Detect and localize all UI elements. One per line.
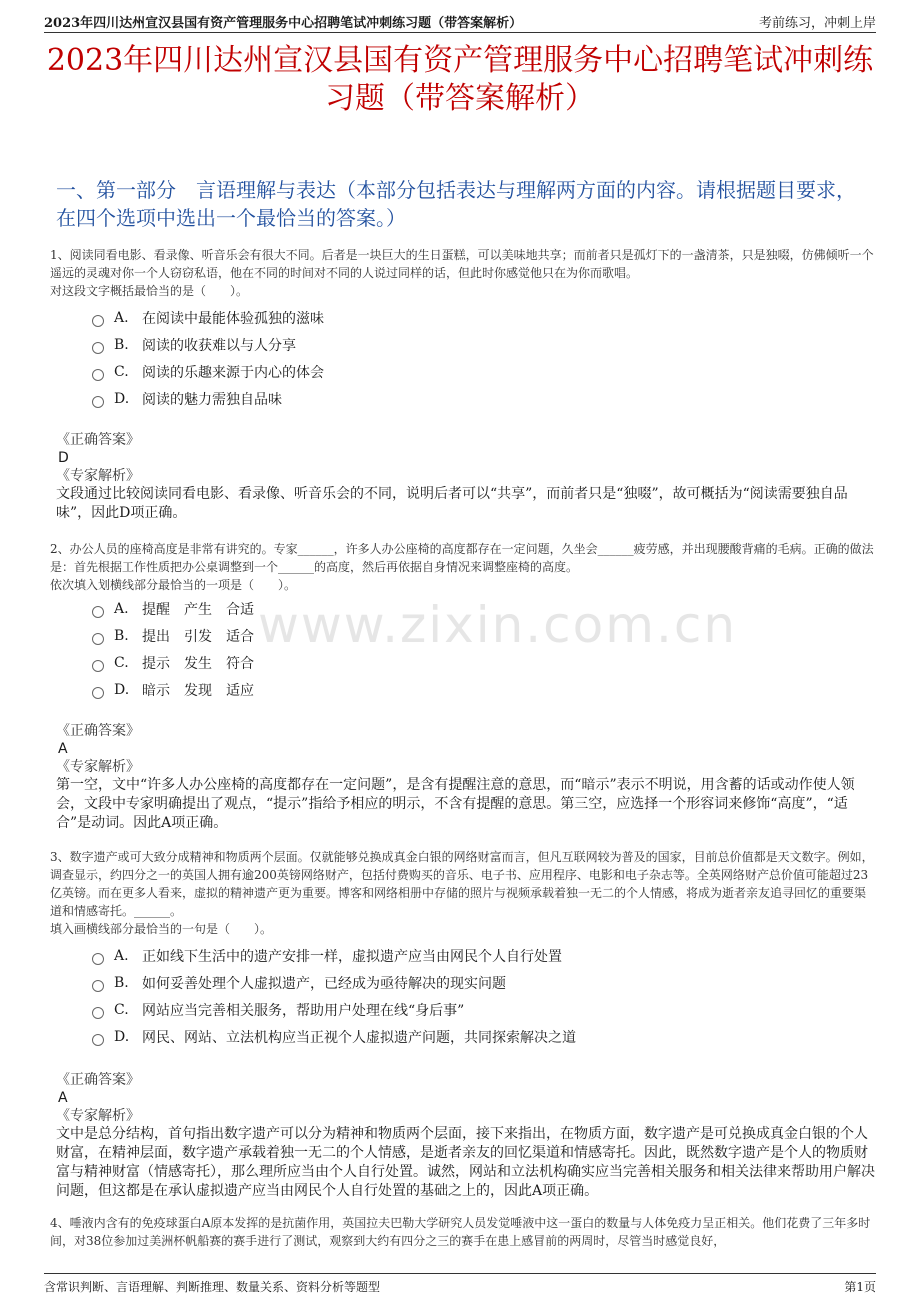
- option-text: 如何妥善处理个人虚拟遗产，已经成为亟待解决的现实问题: [142, 975, 506, 992]
- analysis-text: 第一空，文中“许多人办公座椅的高度都存在一定问题”，是含有提醒注意的意思，而“暗示”表示不明说，用含蓄的话或动作使人领会，文段中专家明确提出了观点，“提示”指给予相应的明示，不含有提醒的意思。第三空，应选择一个形容词来修饰“高度”，“适合”是动词。因此A项正确。: [56, 777, 855, 831]
- answer-label: 《正确答案》: [56, 432, 140, 448]
- option-text: 阅读的收获难以与人分享: [142, 337, 296, 354]
- page-footer: [44, 1273, 876, 1294]
- option-text: 提出 引发 适合: [142, 628, 254, 645]
- option-letter: D.: [114, 681, 130, 698]
- option-a[interactable]: [92, 942, 876, 969]
- option-text: 阅读的魅力需独自品味: [142, 391, 282, 408]
- radio-icon[interactable]: [92, 660, 104, 672]
- analysis-text: 文段通过比较阅读同看电影、看录像、听音乐会的不同，说明后者可以“共享”，而前者只是“独啜”，故可概括为“阅读需要独自品味”，因此D项正确。: [56, 486, 848, 521]
- footer-topics: 含常识判断、言语理解、判断推理、数量关系、资料分析等题型: [44, 1280, 381, 1294]
- answer-label: 《正确答案》: [56, 723, 140, 739]
- radio-icon[interactable]: [92, 315, 104, 327]
- option-text: 网站应当完善相关服务，帮助用户处理在线“身后事”: [142, 1002, 465, 1019]
- question-2-options: [92, 595, 876, 703]
- question-3-answer: [56, 1071, 876, 1201]
- radio-icon[interactable]: [92, 369, 104, 381]
- question-2: [50, 540, 876, 594]
- analysis-label: 《专家解析》: [56, 468, 140, 484]
- option-d[interactable]: [92, 676, 876, 703]
- question-3-options: [92, 942, 876, 1050]
- option-letter: B.: [114, 336, 129, 353]
- option-letter: B.: [114, 974, 129, 991]
- option-letter: A.: [114, 947, 129, 964]
- option-text: 网民、网站、立法机构应当正视个人虚拟遗产问题，共同探索解决之道: [142, 1029, 576, 1046]
- option-letter: C.: [114, 1001, 129, 1018]
- radio-icon[interactable]: [92, 687, 104, 699]
- question-4: [50, 1214, 876, 1252]
- option-text: 提醒 产生 合适: [142, 601, 254, 618]
- question-stem: 2、办公人员的座椅高度是非常有讲究的。专家______，许多人办公座椅的高度都存在一定问题，久坐会______疲劳感，并出现腰酸背痛的毛病。正确的做法是：首先根据工作性质把办公桌调整到一个______的高度，然后再依据自身情况来调整座椅的高度。: [50, 542, 874, 574]
- option-letter: D.: [114, 1028, 130, 1045]
- question-1: [50, 246, 876, 300]
- option-letter: B.: [114, 627, 129, 644]
- radio-icon[interactable]: [92, 396, 104, 408]
- option-b[interactable]: [92, 331, 876, 358]
- question-stem: 1、阅读同看电影、看录像、听音乐会有很大不同。后者是一块巨大的生日蛋糕，可以美味地共享；而前者只是孤灯下的一盏清茶，只是独啜，仿佛倾听一个遥远的灵魂对你一个人窃窃私语，他在不同的时间对不同的人说过同样的话，但此时你感觉他只在为你而歌唱。: [50, 248, 874, 280]
- option-letter: C.: [114, 363, 129, 380]
- option-text: 正如线下生活中的遗产安排一样，虚拟遗产应当由网民个人自行处置: [142, 948, 562, 965]
- analysis-label: 《专家解析》: [56, 1108, 140, 1124]
- answer-value: A: [58, 741, 68, 757]
- answer-value: A: [58, 1090, 68, 1106]
- watermark: www.zixin.com.cn: [258, 596, 738, 654]
- question-3: [50, 848, 876, 938]
- option-a[interactable]: [92, 595, 876, 622]
- option-letter: A.: [114, 309, 129, 326]
- header-slogan: 考前练习，冲刺上岸: [758, 16, 876, 31]
- analysis-text: 文中是总分结构，首句指出数字遗产可以分为精神和物质两个层面，接下来指出，在物质方面，数字遗产是可兑换成真金白银的个人财富，在精神层面，数字遗产承载着独一无二的个人情感，是逝者亲友的回忆渠道和情感寄托。因此，既然数字遗产是个人的物质财富与精神财富（情感寄托），那么理所应当由个人自行处置。诚然，网站和立法机构确实应当完善相关服务和相关法律来帮助用户解决问题，但这都是在承认虚拟遗产应当由网民个人自行处置的基础之上的，因此A项正确。: [56, 1126, 875, 1199]
- page-number: 第1页: [844, 1280, 876, 1294]
- option-a[interactable]: [92, 304, 876, 331]
- document-title: 2023年四川达州宣汉县国有资产管理服务中心招聘笔试冲刺练习题（带答案解析）: [46, 43, 874, 116]
- question-stem: 4、唾液内含有的免疫球蛋白A原本发挥的是抗菌作用，英国拉夫巴勒大学研究人员发觉唾液中这一蛋白的数量与人体免疫力呈正相关。他们花费了三年多时间，对38位参加过美洲杯帆船赛的赛手进行了测试，观察到大约有四分之三的赛手在患上感冒前的两周时，尽管当时感觉良好，: [50, 1216, 871, 1248]
- option-c[interactable]: [92, 358, 876, 385]
- option-text: 提示 发生 符合: [142, 655, 254, 672]
- option-text: 阅读的乐趣来源于内心的体会: [142, 364, 324, 381]
- option-c[interactable]: [92, 996, 876, 1023]
- answer-value: D: [58, 450, 69, 466]
- page-header: [44, 10, 876, 33]
- radio-icon[interactable]: [92, 1034, 104, 1046]
- analysis-label: 《专家解析》: [56, 759, 140, 775]
- option-text: 暗示 发现 适应: [142, 682, 254, 699]
- radio-icon[interactable]: [92, 1007, 104, 1019]
- radio-icon[interactable]: [92, 633, 104, 645]
- radio-icon[interactable]: [92, 342, 104, 354]
- answer-label: 《正确答案》: [56, 1072, 140, 1088]
- option-text: 在阅读中最能体验孤独的滋味: [142, 310, 324, 327]
- question-2-answer: [56, 722, 876, 833]
- option-letter: A.: [114, 600, 129, 617]
- option-letter: C.: [114, 654, 129, 671]
- section-heading: 一、第一部分 言语理解与表达（本部分包括表达与理解两方面的内容。请根据题目要求，在四个选项中选出一个最恰当的答案。）: [56, 178, 856, 230]
- question-prompt: 对这段文字概括最恰当的是（ ）。: [50, 284, 249, 298]
- question-prompt: 依次填入划横线部分最恰当的一项是（ ）。: [50, 578, 297, 592]
- option-b[interactable]: [92, 969, 876, 996]
- question-stem: 3、数字遗产或可大致分成精神和物质两个层面。仅就能够兑换成真金白银的网络财富而言，但凡互联网较为普及的国家，目前总价值都是天文数字。例如，调查显示，约四分之一的英国人拥有逾200英镑网络财产，包括付费购买的音乐、电子书、应用程序、电影和电子杂志等。全英网络财产总价值可能超过23亿英镑。而在更多人看来，虚拟的精神遗产更为重要。博客和网络相册中存储的照片与视频承载着独一无二的个人情感，将成为逝者亲友追寻回忆的重要渠道和情感寄托。______。: [50, 850, 874, 918]
- option-letter: D.: [114, 390, 130, 407]
- radio-icon[interactable]: [92, 980, 104, 992]
- option-d[interactable]: [92, 1023, 876, 1050]
- question-prompt: 填入画横线部分最恰当的一句是（ ）。: [50, 922, 273, 936]
- option-b[interactable]: [92, 622, 876, 649]
- header-doc-title: 2023年四川达州宣汉县国有资产管理服务中心招聘笔试冲刺练习题（带答案解析）: [44, 16, 523, 31]
- option-d[interactable]: [92, 385, 876, 412]
- question-1-options: [92, 304, 876, 412]
- question-1-answer: [56, 431, 876, 523]
- radio-icon[interactable]: [92, 953, 104, 965]
- radio-icon[interactable]: [92, 606, 104, 618]
- option-c[interactable]: [92, 649, 876, 676]
